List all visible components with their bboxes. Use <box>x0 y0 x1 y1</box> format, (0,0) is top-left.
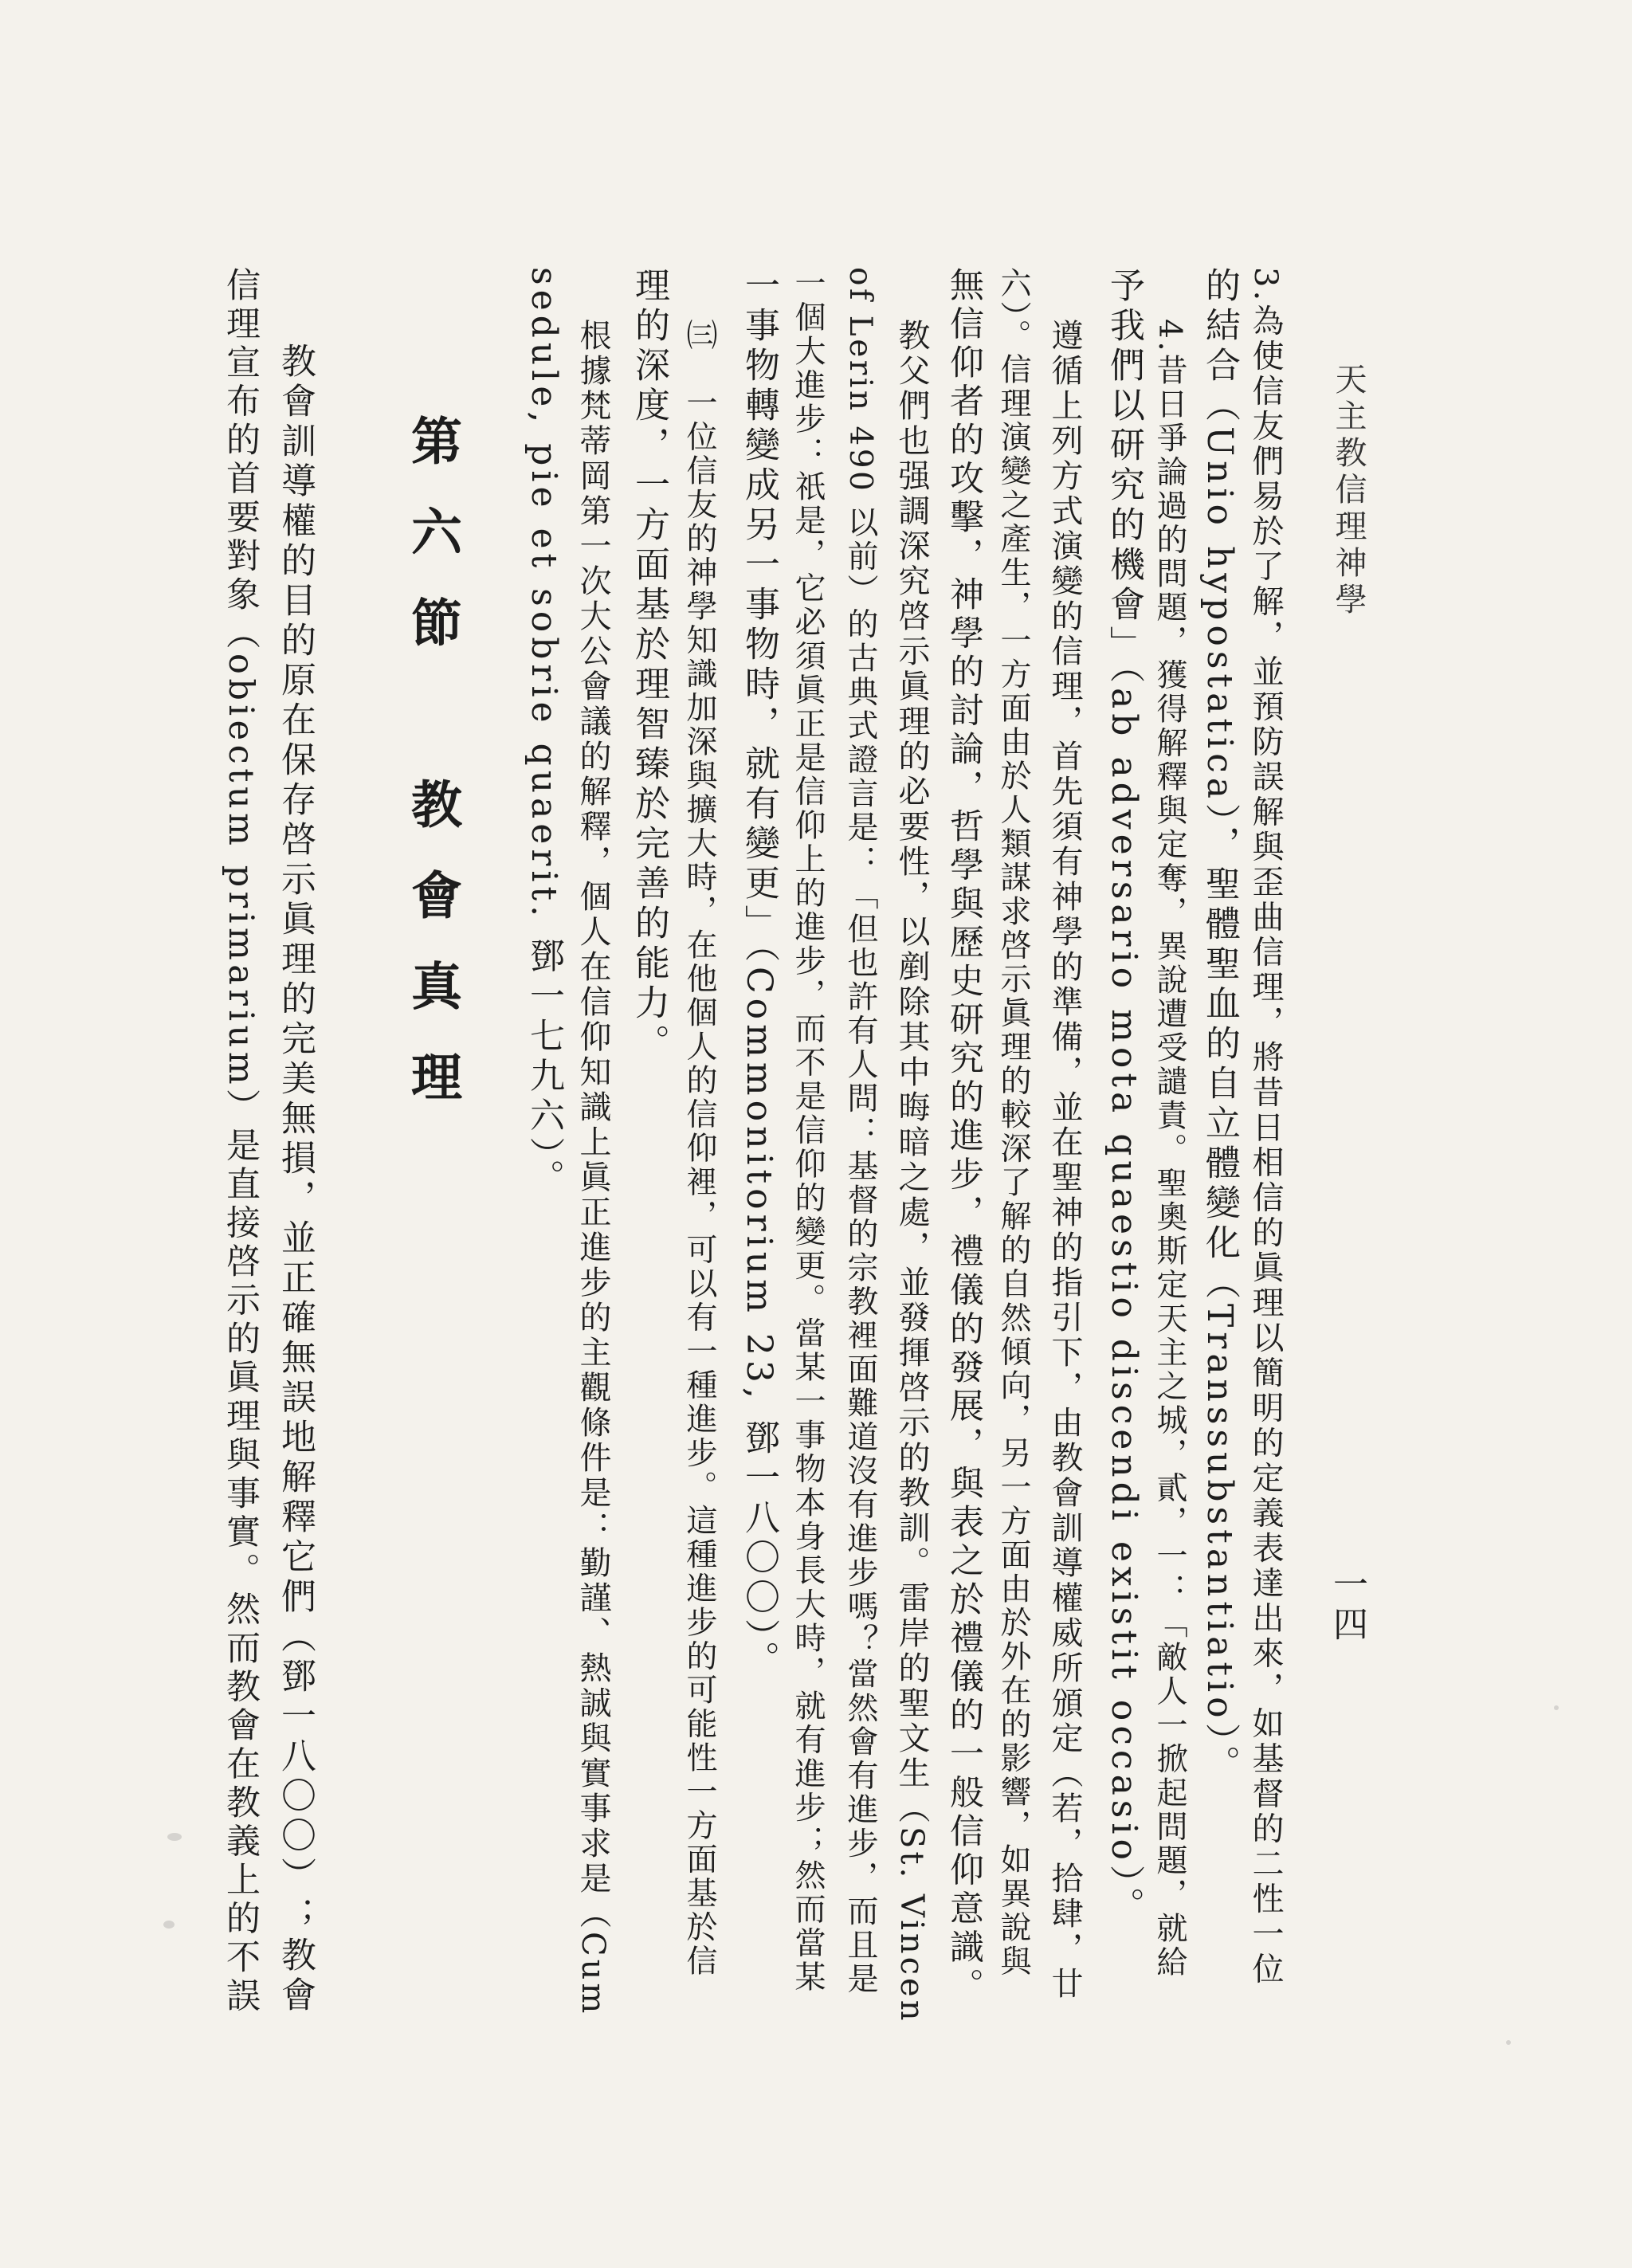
text-line: 教父們也强調深究啓示眞理的必要性，以剷除其中晦暗之處，並發揮啓示的教訓。雷岸的聖文生（St. Vincen <box>893 319 930 2024</box>
text-line: ㈢ 一位信友的神學知識加深與擴大時，在他個人的信仰裡，可以有一種進步。這種進步的可能性一方面基於信 <box>681 319 717 1979</box>
text-line: 遵循上列方式演變的信理，首先須有神學的準備，並在聖神的指引下，由教會訓導權威所頒定（若，拾肆，廿 <box>1046 319 1083 2002</box>
text-line: 4.昔日爭論過的問題，獲得解釋與定奪，異說遭受譴責。聖奧斯定天主之城，貳，一：「敵人一掀起問題，就給 <box>1151 319 1187 1980</box>
scan-smudge <box>163 1921 175 1929</box>
text-line: 的結合（Unio hypostatica），聖體聖血的自立體變化（Transsubstantiatio）。 <box>1199 267 1240 1785</box>
text-line: 信理宣布的首要對象（obiectum primarium）是直接啓示的眞理與事實。然而教會在教義上的不誤 <box>221 267 261 2017</box>
scan-smudge <box>1554 1705 1559 1710</box>
text-line: 一個大進步：祇是，它必須眞正是信仰上的進步，而不是信仰的變更。當某一事物本身長大時，就有進步；然而當某 <box>790 267 826 1995</box>
text-line: 根據梵蒂岡第一次大公會議的解釋，個人在信仰知識上眞正進步的主觀條件是：勤謹、熱誠與實事求是（Cum <box>575 319 611 2017</box>
scan-smudge <box>1506 2040 1511 2045</box>
scan-smudge <box>167 1833 182 1841</box>
text-line: 3.為使信友們易於了解，並預防誤解與歪曲信理，將昔日相信的眞理以簡明的定義表達出來，如基督的二性一位 <box>1247 267 1284 1987</box>
text-line: 理的深度，一方面基於理智臻於完善的能力。 <box>629 267 669 1064</box>
running-header-title: 天主教信理神學 <box>1330 363 1367 619</box>
text-line: 教會訓導權的目的原在保存啓示眞理的完美無損，並正確無誤地解釋它們（鄧一八〇〇）；教會 <box>275 343 316 2016</box>
text-line: 予我們以研究的機會」（ab adversario mota quaestio discendi existit occasio）。 <box>1104 267 1144 1927</box>
text-line: 無信仰者的攻擊，神學的討論，哲學與歷史研究的進步，禮儀的發展，與表之於禮儀的一般信仰意識。 <box>944 267 984 2007</box>
section-heading: 第六節 教會真理 <box>402 414 462 1141</box>
text-line: of Lerin 490 以前）的古典式證言是：「但也許有人問：基督的宗教裡面難道沒有進步嗎？當然會有進步，而且是 <box>842 267 878 1997</box>
page-number: 一四 <box>1327 1566 1367 1646</box>
text-line: sedule, pie et sobrie quaerit. 鄧一七九六）。 <box>524 267 564 1199</box>
text-line: 六）。信理演變之產生，一方面由於人類謀求啓示眞理的較深了解的自然傾向，另一方面由於外在的影響，如異說與 <box>995 267 1031 1979</box>
text-line: 一事物轉變成另一事物時，就有變更」（Commonitorium 23, 鄧一八〇〇）。 <box>739 267 779 1681</box>
